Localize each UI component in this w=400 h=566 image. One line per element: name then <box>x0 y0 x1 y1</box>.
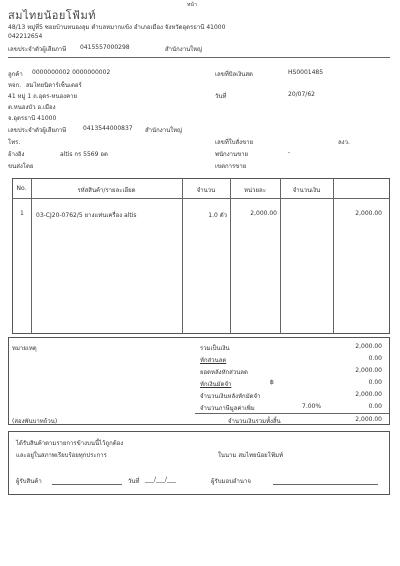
summary-value: 2,000.00 <box>355 391 382 398</box>
customer-code: 0000000002 0000000002 <box>32 69 111 76</box>
sales-value: - <box>288 149 291 156</box>
summary-label: รวมเป็นเงิน <box>200 345 230 352</box>
row-price: 2,000.00 <box>250 210 277 217</box>
customer-phone-label: โทร. <box>8 139 21 146</box>
company-signature-label: ในนาม สมไทยน้อยโฟ้มท์ <box>218 452 284 459</box>
summary-label: จำนวนภาษีมูลค่าเพิ่ม <box>200 405 255 412</box>
customer-name-label: หจก. <box>8 82 22 89</box>
col-divider <box>31 178 32 334</box>
total-value: 2,000.00 <box>355 416 382 423</box>
table-header-qty: จำนวน <box>196 187 216 194</box>
vat-rate: 7.00% <box>302 403 322 410</box>
customer-tax-id: 0413544000837 <box>83 125 133 132</box>
company-branch: สำนักงานใหญ่ <box>165 46 203 53</box>
customer-name: สมไทยนิดาร์เซ็นเตอร์ <box>26 82 82 89</box>
baht-mark: ฿ <box>270 379 274 386</box>
customer-tax-label: เลขประจำตัวผู้เสียภาษี <box>8 127 67 134</box>
date-label: วันที่ <box>215 93 227 100</box>
company-name: สมไทยน้อยโฟ้มท์ <box>8 9 96 22</box>
customer-label: ลูกค้า <box>8 71 23 78</box>
receive-date-label: วันที่ <box>128 478 140 485</box>
summary-label: หักส่วนลด <box>200 357 227 364</box>
approver-label: ผู้รับมอบอำนาจ <box>211 478 251 485</box>
total-divider <box>195 413 390 414</box>
company-address: 48/13 หมู่ที่5 ซอยบ้านหนองลุม ตำบลหมากแข้ง อำเภอเมือง จังหวัดอุดรธานี 41000 <box>8 24 226 31</box>
table-header-no: No. <box>16 185 27 192</box>
company-tax-id: 0415557000298 <box>80 44 130 51</box>
row-desc: 03-CJ20-0762/5 ยางแท่นเครื่อง altis <box>36 212 137 219</box>
customer-address-1: 41 หมู่ 1 ถ.อุดร-หนองคาย <box>8 93 77 100</box>
header-divider <box>8 57 390 58</box>
customer-branch: สำนักงานใหญ่ <box>145 127 183 134</box>
bill-no: HS0001485 <box>288 69 324 76</box>
col-divider <box>333 178 334 334</box>
summary-value: 0.00 <box>368 355 382 362</box>
table-header-desc: รหัสสินค้า/รายละเอียด <box>77 187 136 194</box>
summary-label: ยอดหลังหักส่วนลด <box>200 369 248 376</box>
receive-date-blank: ___/___/___ <box>145 476 177 483</box>
company-phone: 042212654 <box>8 33 43 40</box>
sales-label: พนักงานขาย <box>215 151 249 158</box>
table-header-price: หน่วยละ <box>244 187 266 194</box>
bill-no-label: เลขที่บิลเงินสด <box>215 71 253 78</box>
row-amount: 2,000.00 <box>355 210 382 217</box>
remark-label: หมายเหตุ <box>12 345 37 352</box>
sales-zone-label: เขตการขาย <box>215 163 247 170</box>
summary-value: 0.00 <box>368 403 382 410</box>
summary-value: 0.00 <box>368 379 382 386</box>
po-label: เลขที่ใบสั่งขาย <box>215 139 254 146</box>
col-divider <box>182 178 183 334</box>
summary-value: 2,000.00 <box>355 367 382 374</box>
delivery-label: ขนส่งโดย <box>8 163 34 170</box>
amount-in-words: (สองพันบาทถ้วน) <box>12 418 58 425</box>
receiver-label: ผู้รับสินค้า <box>16 478 42 485</box>
reference-value: altis กร 5569 อด <box>60 151 108 158</box>
page-mark: หน้า <box>187 2 197 8</box>
col-divider <box>280 178 281 334</box>
doc-date: 20/07/62 <box>288 91 315 98</box>
total-label: จำนวนเงินรวมทั้งสิ้น <box>228 418 281 425</box>
summary-label: หักเงินมัดจำ <box>200 381 232 388</box>
reference-label: อ้างอิง <box>8 151 25 158</box>
summary-label: จำนวนเงินหลังหักมัดจำ <box>200 393 261 400</box>
approver-sign-line <box>273 484 378 485</box>
summary-value: 2,000.00 <box>355 343 382 350</box>
col-divider <box>230 178 231 334</box>
customer-address-3: จ.อุดรธานี 41000 <box>8 115 57 122</box>
receiver-sign-line <box>52 484 122 485</box>
receipt-note-1: ได้รับสินค้าตามรายการข้างบนนี้ไว้ถูกต้อง <box>16 440 124 447</box>
row-no: 1 <box>20 210 24 217</box>
customer-address-2: ต.หนองบัว อ.เมือง <box>8 104 56 111</box>
company-tax-label: เลขประจำตัวผู้เสียภาษี <box>8 46 67 53</box>
row-qty: 1.0 ตัว <box>208 212 227 219</box>
po-date-label: ลงว. <box>338 139 350 146</box>
receipt-note-2: และอยู่ในสภาพเรียบร้อยทุกประการ <box>16 452 107 459</box>
table-header-amount: จำนวนเงิน <box>292 187 321 194</box>
